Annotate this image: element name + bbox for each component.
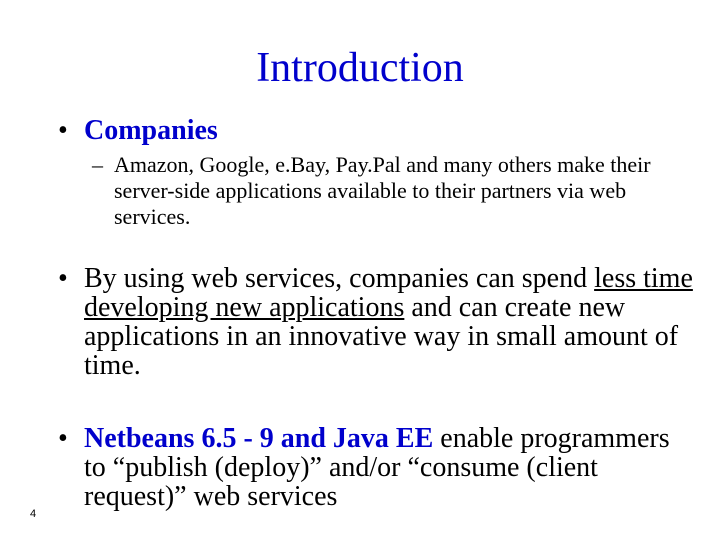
bullet-heading: Companies bbox=[84, 115, 218, 146]
sub-bullet-companies bbox=[92, 152, 702, 230]
sub-bullet-text: Amazon, Google, e.Bay, Pay.Pal and many others make their server-side applications available to their partners via web services. bbox=[114, 152, 651, 229]
bullet-text-highlight: Netbeans 6.5 - 9 and Java EE bbox=[84, 423, 434, 454]
slide-title: Introduction bbox=[256, 45, 464, 91]
bullet-text bbox=[84, 264, 698, 380]
bullet-text bbox=[84, 424, 698, 511]
bullet-marker: • bbox=[58, 263, 68, 294]
bullet-text-pre: By using web services, companies can spend bbox=[84, 263, 595, 294]
bullet-text-underlined: less time developing new applications bbox=[84, 263, 693, 323]
sub-bullet-marker: – bbox=[92, 152, 103, 177]
bullet-text-post: enable programmers to “publish (deploy)” and/or “consume (client request)” web services bbox=[84, 423, 670, 512]
page-number: 4 bbox=[30, 508, 37, 520]
bullet-netbeans bbox=[58, 424, 698, 511]
bullet-text-post: and can create new applications in an innovative way in small amount of time. bbox=[84, 292, 679, 381]
bullet-marker: • bbox=[58, 115, 68, 146]
bullet-web-services bbox=[58, 264, 698, 380]
bullet-companies bbox=[58, 116, 698, 145]
bullet-marker: • bbox=[58, 423, 68, 454]
